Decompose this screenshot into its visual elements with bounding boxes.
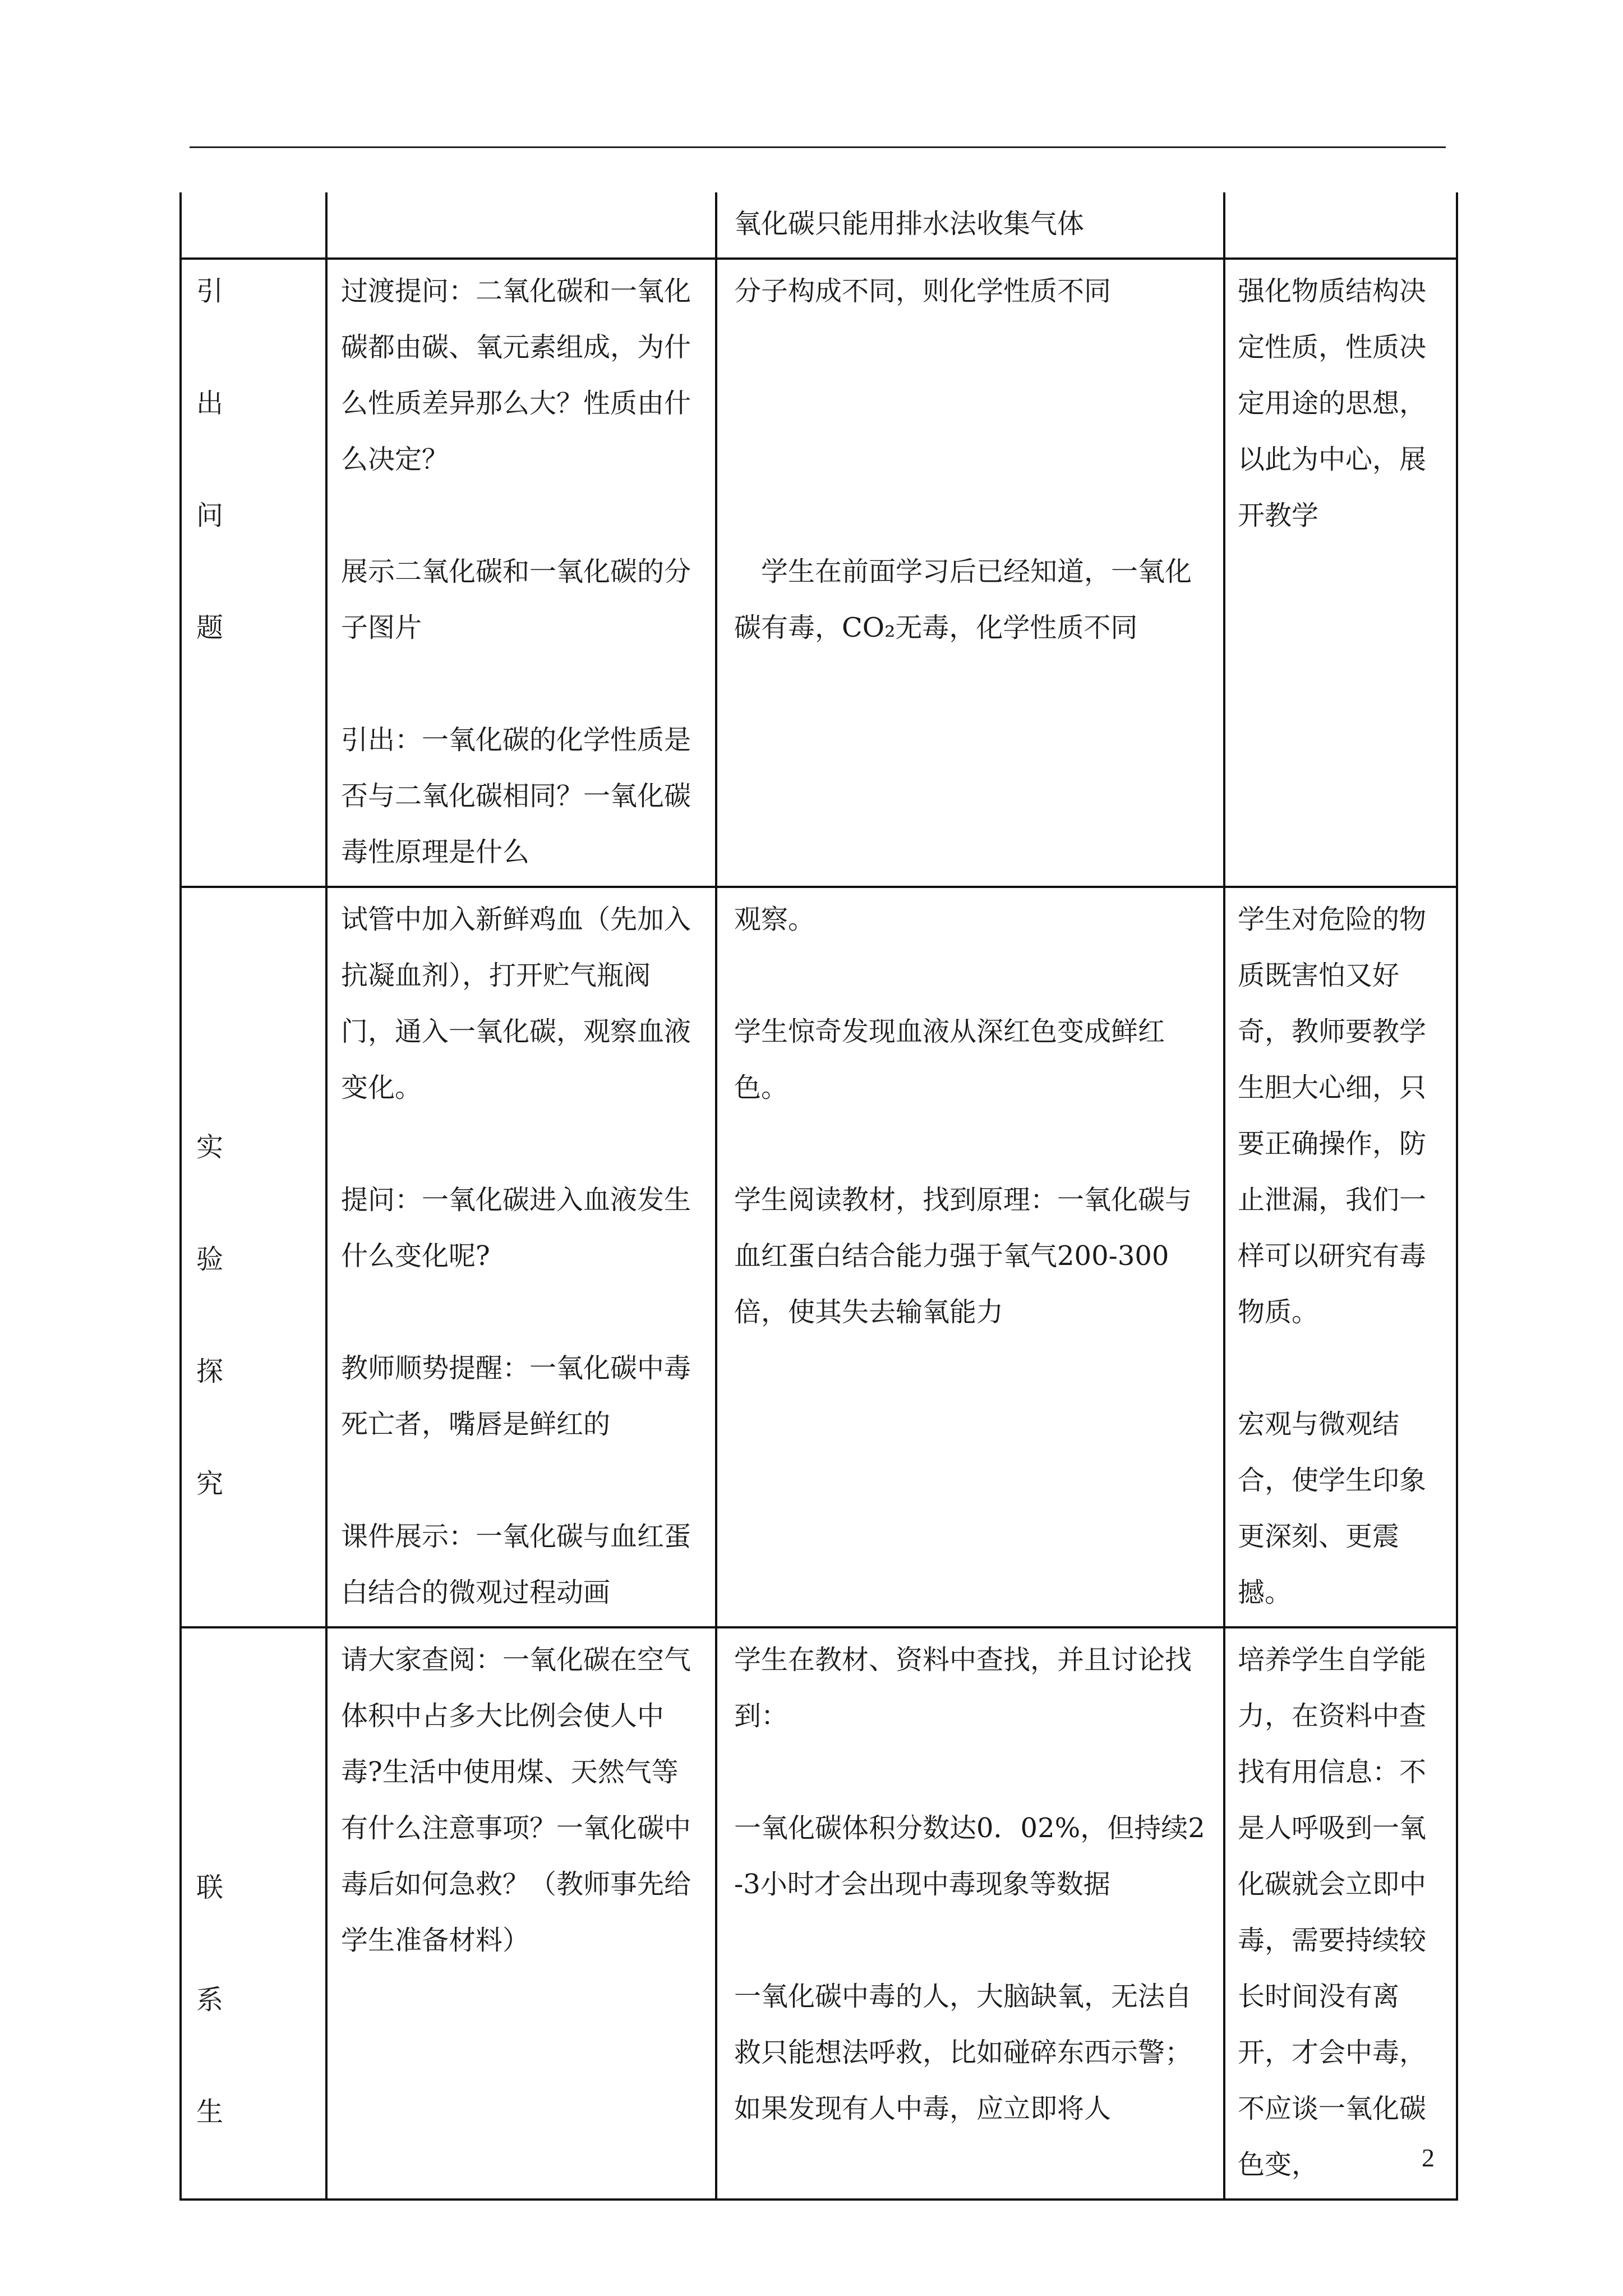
design-intent-cell bbox=[1224, 259, 1457, 887]
paragraph bbox=[1238, 1340, 1446, 1396]
stage-character: 系 bbox=[196, 1984, 224, 2016]
paragraph: 宏观与微观结合，使学生印象更深刻、更震撼。 bbox=[1238, 1409, 1427, 1608]
paragraph: 提问：一氧化碳进入血液发生什么变化呢? bbox=[341, 1184, 691, 1272]
stage-character: 探 bbox=[196, 1356, 224, 1387]
student-activity-cell bbox=[716, 192, 1224, 259]
paragraph: 一氧化碳中毒的人，大脑缺氧，无法自救只能想法呼救，比如碰碎东西示警；如果发现有人中毒，应立即将人 bbox=[734, 1981, 1192, 2124]
table-row bbox=[181, 259, 1457, 887]
stage-character: 引 bbox=[196, 275, 224, 307]
design-intent-text bbox=[1225, 192, 1456, 201]
stage-character: 生 bbox=[196, 2096, 224, 2128]
stage-label bbox=[196, 260, 236, 712]
stage-character: 实 bbox=[196, 1131, 224, 1163]
stage-character: 出 bbox=[196, 388, 224, 419]
stage-character: 联 bbox=[196, 1872, 224, 1903]
student-activity-text bbox=[717, 888, 1223, 1346]
page-number: 2 bbox=[1422, 2143, 1435, 2172]
paragraph: 试管中加入新鲜鸡血（先加入抗凝血剂），打开贮气瓶阀门，通入一氧化碳，观察血液变化。 bbox=[341, 904, 691, 1103]
paragraph bbox=[734, 431, 1209, 487]
design-intent-cell bbox=[1224, 887, 1457, 1627]
paragraph: 强化物质结构决定性质，性质决定用途的思想，以此为中心，展开教学 bbox=[1238, 275, 1427, 531]
header-rule bbox=[190, 146, 1446, 148]
student-activity-text bbox=[717, 260, 1223, 661]
stage-character: 验 bbox=[196, 1244, 224, 1275]
paragraph bbox=[341, 487, 700, 544]
table-row bbox=[181, 1627, 1457, 2200]
teacher-activity-text bbox=[328, 1628, 715, 1974]
table-row bbox=[181, 887, 1457, 1627]
student-activity-cell bbox=[716, 1627, 1224, 2200]
paragraph: 请大家查阅：一氧化碳在空气体积中占多大比例会使人中毒?生活中使用煤、天然气等有什么注意事项？一氧化碳中毒后如何急救？（教师事先给学生准备材料） bbox=[341, 1644, 691, 1956]
design-intent-text bbox=[1225, 260, 1456, 549]
paragraph bbox=[341, 1452, 700, 1508]
paragraph: 学生阅读教材，找到原理：一氧化碳与血红蛋白结合能力强于氧气200-300倍，使其失去输氧能力 bbox=[734, 1184, 1192, 1328]
teacher-activity-text bbox=[328, 260, 715, 886]
design-intent-cell bbox=[1224, 192, 1457, 259]
teacher-activity-text bbox=[328, 192, 715, 201]
teacher-activity-text bbox=[328, 888, 715, 1626]
paragraph bbox=[734, 319, 1209, 375]
paragraph: 学生在前面学习后已经知道，一氧化碳有毒，CO₂无毒，化学性质不同 bbox=[734, 556, 1192, 643]
paragraph: 展示二氧化碳和一氧化碳的分子图片 bbox=[341, 556, 691, 643]
paragraph: 课件展示：一氧化碳与血红蛋白结合的微观过程动画 bbox=[341, 1521, 691, 1608]
paragraph bbox=[734, 487, 1209, 544]
stage-cell bbox=[181, 887, 326, 1627]
paragraph bbox=[734, 947, 1209, 1004]
student-activity-text bbox=[717, 192, 1223, 257]
paragraph: 一氧化碳体积分数达0．02%，但持续2-3小时才会出现中毒现象等数据 bbox=[734, 1812, 1205, 1900]
paragraph: 学生在教材、资料中查找，并且讨论找到： bbox=[734, 1644, 1192, 1732]
stage-character: 究 bbox=[196, 1468, 224, 1499]
stage-character: 问 bbox=[196, 500, 224, 531]
paragraph: 培养学生自学能力，在资料中查找有用信息：不是人呼吸到一氧化碳就会立即中毒，需要持续较长时间没有离开，才会中毒，不应谈一氧化碳色变， bbox=[1238, 1644, 1427, 2180]
teacher-activity-cell bbox=[326, 887, 716, 1627]
stage-character: 题 bbox=[196, 612, 224, 643]
student-activity-text bbox=[717, 1628, 1223, 2142]
paragraph bbox=[341, 656, 700, 712]
paragraph: 教师顺势提醒：一氧化碳中毒死亡者，嘴唇是鲜红的 bbox=[341, 1352, 691, 1440]
table-row bbox=[181, 192, 1457, 259]
stage-label bbox=[196, 1628, 236, 2196]
paragraph: 观察。 bbox=[734, 904, 815, 935]
stage-label bbox=[196, 888, 236, 1568]
paragraph: 分子构成不同，则化学性质不同 bbox=[734, 275, 1112, 307]
paragraph bbox=[734, 375, 1209, 431]
paragraph bbox=[734, 1116, 1209, 1172]
stage-cell bbox=[181, 259, 326, 887]
stage-cell bbox=[181, 1627, 326, 2200]
paragraph bbox=[734, 1912, 1209, 1968]
paragraph bbox=[341, 1284, 700, 1340]
stage-label bbox=[196, 192, 236, 196]
design-intent-text bbox=[1225, 1628, 1456, 2198]
teacher-activity-cell bbox=[326, 192, 716, 259]
teacher-activity-cell bbox=[326, 259, 716, 887]
design-intent-cell bbox=[1224, 1627, 1457, 2200]
lesson-plan-table bbox=[179, 192, 1458, 2201]
student-activity-cell bbox=[716, 887, 1224, 1627]
paragraph: 学生对危险的物质既害怕又好奇，教师要教学生胆大心细，只要正确操作，防止泄漏，我们一样可以研究有毒物质。 bbox=[1238, 904, 1427, 1328]
teacher-activity-cell bbox=[326, 1627, 716, 2200]
student-activity-cell bbox=[716, 259, 1224, 887]
table-body bbox=[181, 192, 1457, 2200]
paragraph bbox=[341, 1116, 700, 1172]
design-intent-text bbox=[1225, 888, 1456, 1626]
paragraph bbox=[734, 1744, 1209, 1800]
paragraph: 引出：一氧化碳的化学性质是否与二氧化碳相同？一氧化碳毒性原理是什么 bbox=[341, 724, 691, 868]
paragraph: 学生惊奇发现血液从深红色变成鲜红色。 bbox=[734, 1016, 1165, 1103]
stage-cell bbox=[181, 192, 326, 259]
paragraph: 氧化碳只能用排水法收集气体 bbox=[734, 208, 1085, 240]
paragraph: 过渡提问：二氧化碳和一氧化碳都由碳、氧元素组成，为什么性质差异那么大？性质由什么决定？ bbox=[341, 275, 691, 475]
